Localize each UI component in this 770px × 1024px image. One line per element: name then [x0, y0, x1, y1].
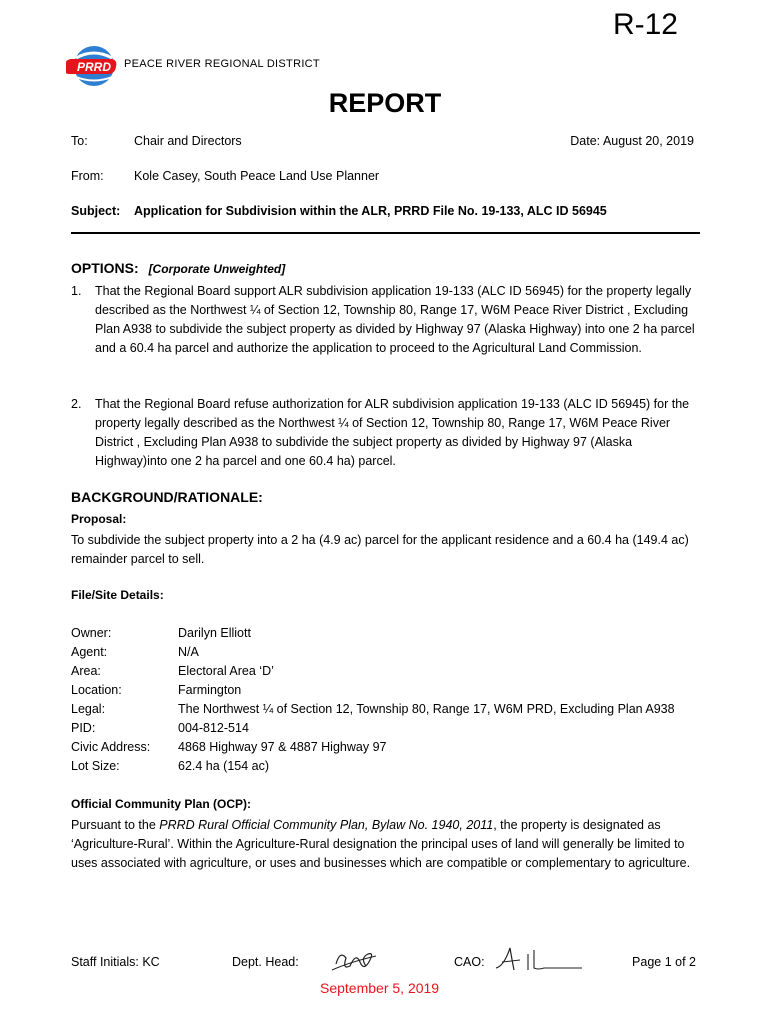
- detail-label: PID:: [71, 721, 96, 735]
- detail-value: 004-812-514: [178, 721, 249, 735]
- options-subheading: [Corporate Unweighted]: [148, 262, 286, 276]
- page-number: Page 1 of 2: [632, 955, 696, 969]
- prrd-logo: [66, 44, 122, 88]
- report-date: Date: August 20, 2019: [570, 134, 694, 148]
- detail-label: Legal:: [71, 702, 106, 716]
- subject-label: Subject:: [71, 204, 121, 218]
- detail-label: Area:: [71, 664, 101, 678]
- date-stamp: September 5, 2019: [320, 980, 440, 996]
- detail-label: Civic Address:: [71, 740, 151, 754]
- to-value: Chair and Directors: [134, 134, 242, 148]
- organization-name: PEACE RIVER REGIONAL DISTRICT: [124, 58, 320, 70]
- option-item: [71, 395, 701, 471]
- detail-value: The Northwest ¼ of Section 12, Township 80, Range 17, W6M PRD, Excluding Plan A938: [178, 702, 675, 716]
- detail-value: Electoral Area ‘D’: [178, 664, 274, 678]
- cao-signature: [492, 944, 586, 974]
- ocp-bylaw-title: PRRD Rural Official Community Plan, Bylaw No. 1940, 2011: [159, 818, 494, 832]
- background-heading: BACKGROUND/RATIONALE:: [71, 489, 263, 505]
- page-label: R-12: [612, 8, 678, 41]
- logo-text: PRRD: [76, 60, 112, 74]
- option-number: 1.: [71, 284, 82, 298]
- detail-label: Lot Size:: [71, 759, 120, 773]
- proposal-text: To subdivide the subject property into a 2 ha (4.9 ac) parcel for the applicant residence and a 60.4 ha (149.4 ac) remainder parcel to sell.: [71, 533, 689, 566]
- to-label: To:: [71, 134, 88, 148]
- dept-head-label: Dept. Head:: [232, 955, 299, 969]
- header-divider: [71, 232, 700, 234]
- ocp-text: [71, 816, 703, 873]
- staff-initials: Staff Initials: KC: [71, 955, 160, 969]
- from-label: From:: [71, 169, 104, 183]
- options-title: OPTIONS:: [71, 260, 139, 276]
- ocp-text-post: , the property is designated as ‘Agriculture-Rural’. Within the Agriculture-Rural designation the principal uses of land will generally be limited to uses associated with agriculture, or uses and businesses which are compatible or complementary to agriculture.: [71, 818, 691, 870]
- proposal-heading: Proposal:: [71, 512, 127, 526]
- options-heading: [71, 260, 285, 276]
- detail-value: Farmington: [178, 683, 242, 697]
- subject-value: Application for Subdivision within the ALR, PRRD File No. 19-133, ALC ID 56945: [134, 204, 607, 218]
- ocp-text-pre: Pursuant to the: [71, 818, 160, 832]
- option-item: [71, 282, 701, 358]
- detail-label: Agent:: [71, 645, 108, 659]
- detail-value: 4868 Highway 97 & 4887 Highway 97: [178, 740, 387, 754]
- detail-value: Darilyn Elliott: [178, 626, 251, 640]
- details-heading: File/Site Details:: [71, 588, 164, 602]
- option-number: 2.: [71, 397, 82, 411]
- cao-label: CAO:: [454, 955, 485, 969]
- option-text: That the Regional Board refuse authorization for ALR subdivision application 19-133 (ALC ID 56945) for the property legally described as the Northwest ¼ of Section 12, Township 80, Range 17, W6M Peace River District , Excluding Plan A938 to subdivide the subject property as divided by Highway 97 (Alaska Highway)into one 2 ha parcel and one 60.4 ha) parcel.: [95, 397, 690, 468]
- option-text: That the Regional Board support ALR subdivision application 19-133 (ALC ID 56945) for the property legally described as the Northwest ¼ of Section 12, Township 80, Range 17, W6M Peace River District , Excluding Plan A938 to subdivide the subject property as divided by Highway 97 (Alaska Highway) into one 2 ha parcel and a 60.4 ha parcel and authorize the application to proceed to the Agricultural Land Commission.: [95, 284, 695, 355]
- detail-label: Location:: [71, 683, 122, 697]
- report-title: REPORT: [328, 88, 442, 118]
- detail-value: 62.4 ha (154 ac): [178, 759, 270, 773]
- dept-head-signature: [330, 944, 378, 976]
- from-value: Kole Casey, South Peace Land Use Planner: [134, 169, 380, 183]
- detail-value: N/A: [178, 645, 199, 659]
- ocp-heading: Official Community Plan (OCP):: [71, 797, 252, 811]
- detail-label: Owner:: [71, 626, 112, 640]
